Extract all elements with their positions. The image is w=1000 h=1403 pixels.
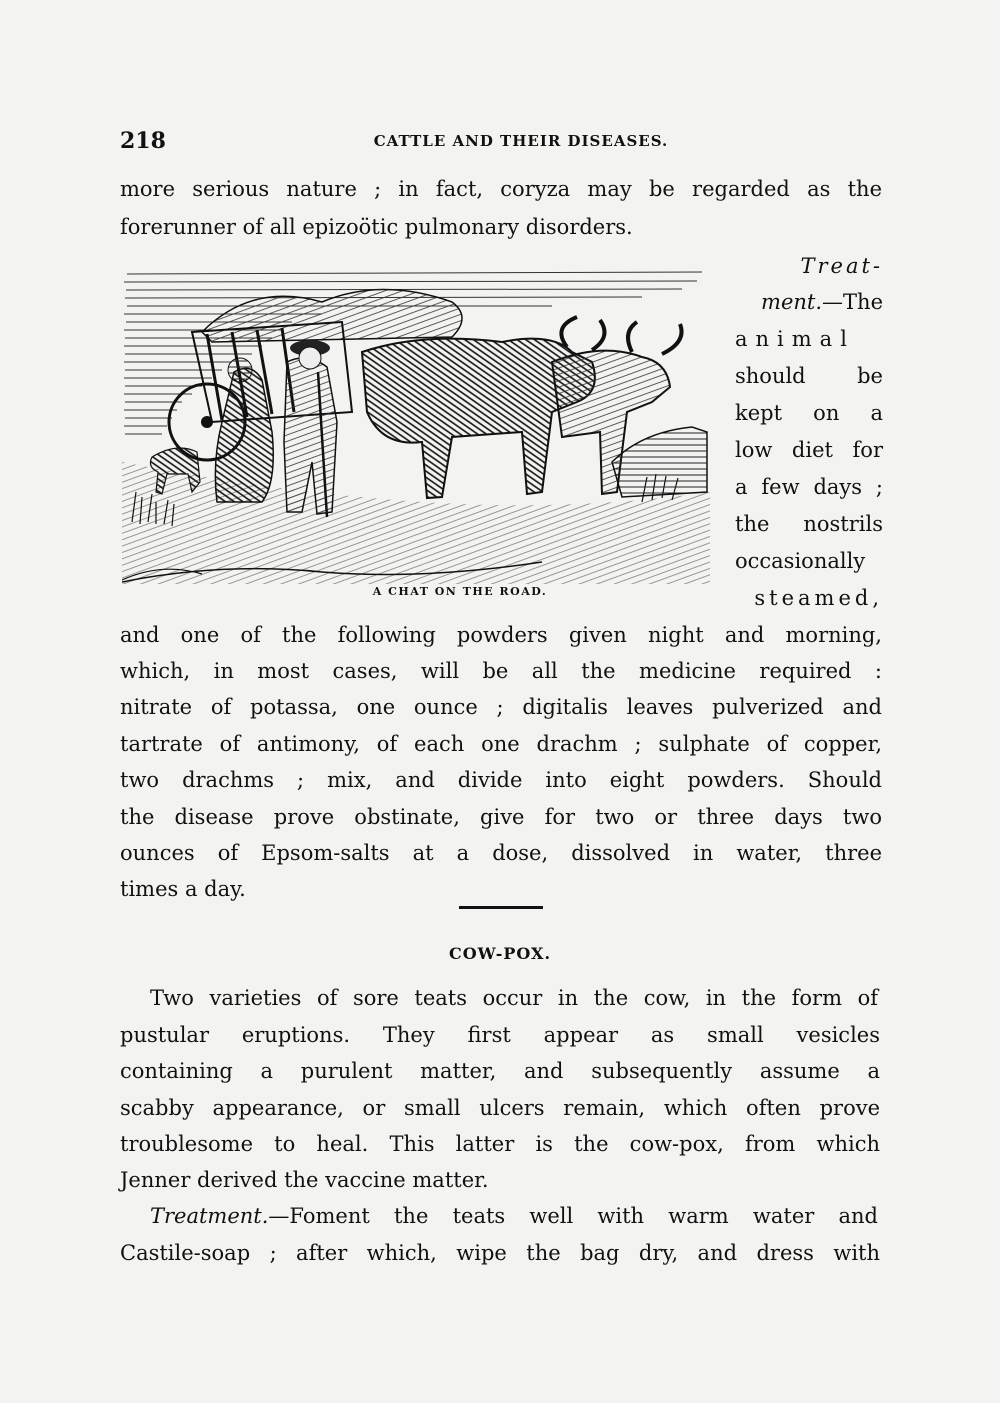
treatment-label: Treatment. [150, 1204, 269, 1228]
text-line: Two varieties of sore teats occur in the cow, in the form of [150, 986, 878, 1010]
text-line: Treatment.—Foment the teats well with warm water and [150, 1204, 878, 1228]
running-head: CATTLE AND THEIR DISEASES. [373, 132, 669, 150]
side-text-line: should be [735, 364, 883, 388]
side-text-line: Treat- [800, 254, 883, 278]
side-text-line: the nostrils [735, 512, 883, 536]
text-line: scabby appearance, or small ulcers remain, which often prove [120, 1096, 880, 1120]
text-line: forerunner of all epizoötic pulmonary disorders. [120, 215, 633, 239]
text-line: nitrate of potassa, one ounce ; digitalis leaves pulverized and [120, 695, 882, 719]
text-line: Jenner derived the vaccine matter. [120, 1168, 489, 1192]
side-text-line: low diet for [735, 438, 883, 462]
section-divider [459, 906, 543, 909]
side-text-line: occasionally [735, 549, 866, 573]
text-line: containing a purulent matter, and subsequently assume a [120, 1059, 880, 1083]
side-text-line: kept on a [735, 401, 883, 425]
text-line: ounces of Epsom-salts at a dose, dissolved in water, three [120, 841, 882, 865]
figure-caption: A CHAT ON THE ROAD. [372, 585, 548, 598]
text-line: which, in most cases, will be all the medicine required : [120, 659, 882, 683]
side-text-line: a few days ; [735, 475, 883, 499]
text-line: more serious nature ; in fact, coryza may be regarded as the [120, 177, 882, 201]
side-text-line: ment.—The [761, 290, 883, 314]
text-line: times a day. [120, 877, 246, 901]
page-number: 218 [120, 128, 166, 154]
engraving-illustration [122, 262, 710, 584]
text-line: the disease prove obstinate, give for two or three days two [120, 805, 882, 829]
text-line: Castile-soap ; after which, wipe the bag dry, and dress with [120, 1241, 880, 1265]
page-header [120, 128, 882, 158]
section-title: COW-POX. [448, 944, 552, 963]
text-line: troublesome to heal. This latter is the cow-pox, from which [120, 1132, 880, 1156]
text-line: tartrate of antimony, of each one drachm ; sulphate of copper, [120, 732, 882, 756]
side-text-line: animal [735, 327, 855, 351]
text-line: pustular eruptions. They first appear as small vesicles [120, 1023, 880, 1047]
side-text-line: steamed, [754, 586, 883, 610]
text-line: two drachms ; mix, and divide into eight powders. Should [120, 768, 882, 792]
text-line: and one of the following powders given night and morning, [120, 623, 882, 647]
